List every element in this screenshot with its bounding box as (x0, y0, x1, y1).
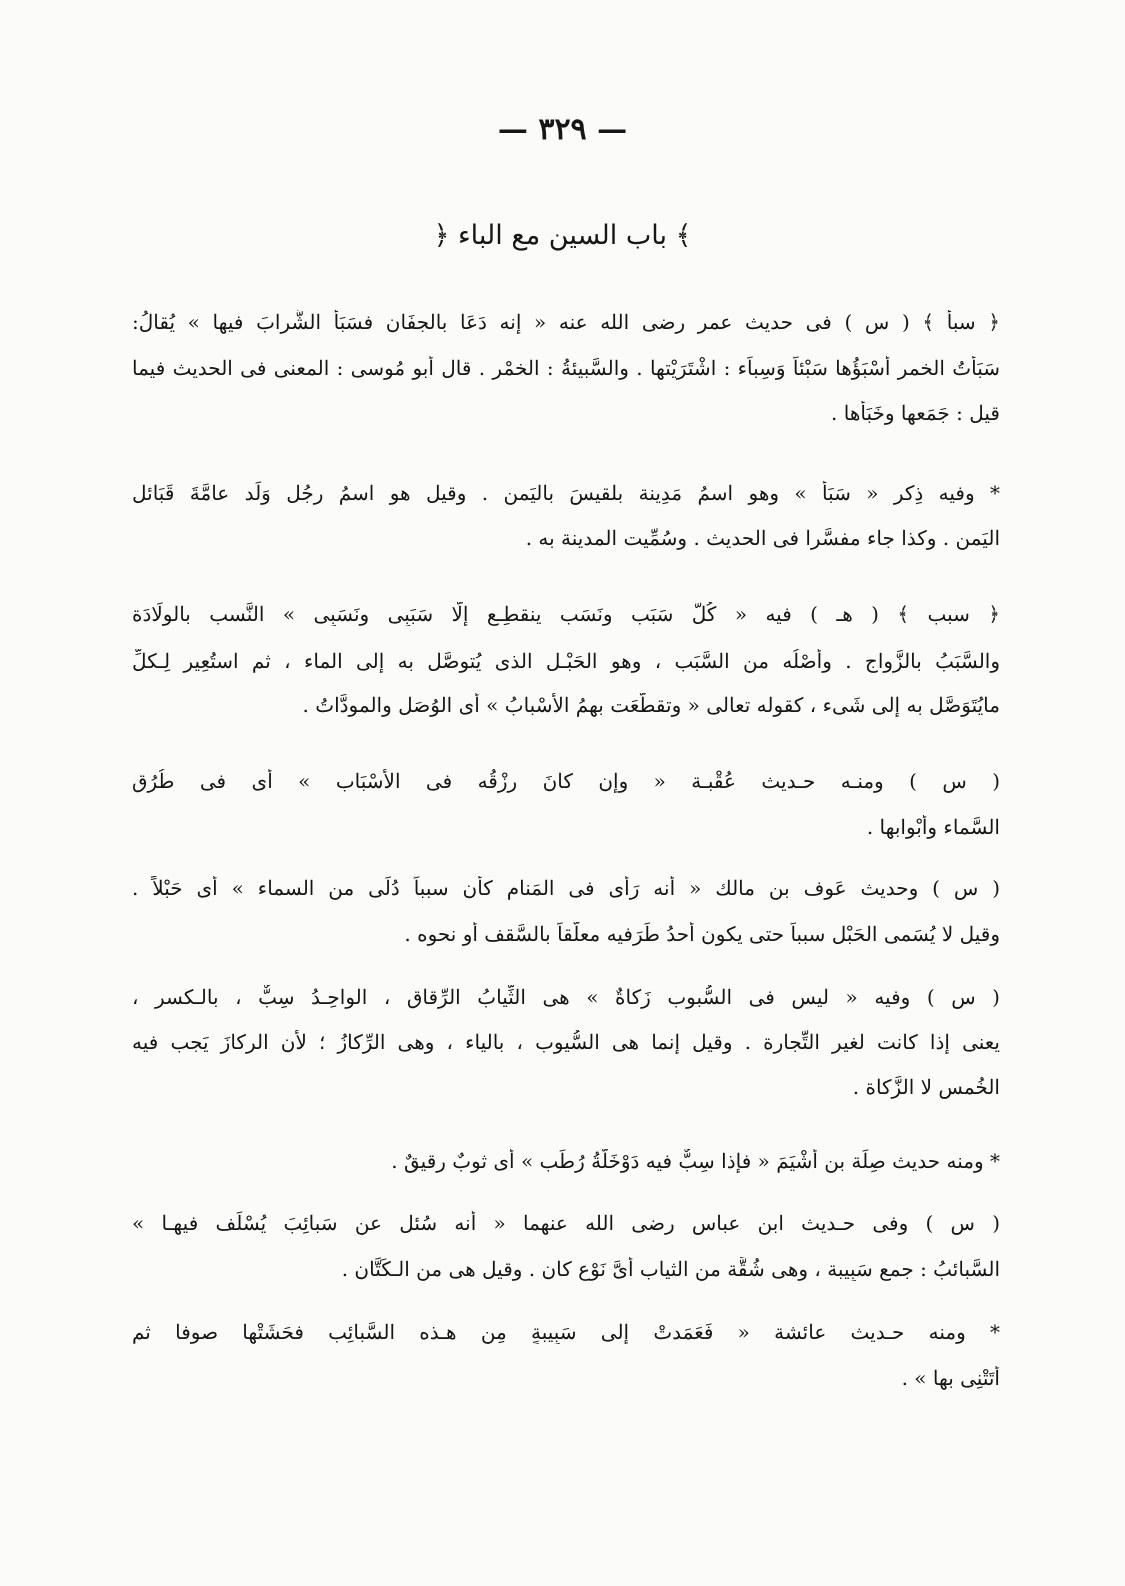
text-line: أتَتْنِى بها » . (901, 1366, 1000, 1390)
text-line: يعنى إذا كانت لغير التِّجارة . وقيل إنما هى السُّيوب ، بالياء ، وهى الرِّكازُ ؛ لأن الرِكازَ يَجب فيه (132, 1030, 1000, 1054)
text-line: * وفيه ذِكر « سَبَأ » وهو اسمُ مَدِينة بلقيسَ باليَمن . وقيل هو اسمُ رجُل وَلَد عامَّةَ قَبَائل (132, 481, 1000, 505)
text-line: والسَّبَبُ بالزَّواج . وأصْلُه من السَّبَب ، وهو الحَبْـل الذى يُتوصَّل به إلى الماء ، ثم استُعِير لِـكلِّ (132, 649, 1000, 673)
page-number: — ٣٢٩ — (497, 112, 628, 147)
text-line: السَّبائبُ : جمع سَبِيبة ، وهى شُقَّة من الثياب أىَّ نَوْع كان . وقيل هى من الـكَتَّانِ . (341, 1257, 1000, 1281)
text-line: ﴿ سبأ ﴾ ( س ) فى حديث عمر رضى الله عنه « إنه دَعَا بالجفَان فسَبَأَ الشَّرابَ فيها » يُقالُ: (132, 310, 1000, 334)
chapter-title: ﴿ باب السين مع الباء ﴾ (433, 220, 692, 251)
text-line: ﴿ سبب ﴾ ( هـ ) فيه « كُلُّ سَبَب ونَسَب ينقطِـع إلَّا سَبَبِى ونَسَبِى » النَّسب بالوِلَادَة (132, 602, 1000, 626)
text-line: اليَمن . وكذا جاء مفسَّرا فى الحديث . وسُمِّيت المدينة به . (525, 526, 1000, 550)
text-line: السَّماء وأبْوابها . (866, 815, 1000, 839)
text-line: سَبَأْتُ الخمر أسْبَؤُها سَبْئاً وَسِباَء : اشْتَرَيْتها . والسَّبيئةُ : الخمْر . قال أبو مُوسى : المعنى فى الحديث فيما (132, 356, 1000, 380)
text-line: ( س ) وفيه « ليس فى السُّبوب زَكاةٌ » هى الثِّيابُ الرِّقاق ، الواحِـدُ سِبٌّ ، بالـكسر ، (132, 985, 1000, 1009)
text-line: مايُتَوَصَّل به إلى شَىء ، كقوله تعالى « وتقطَّعَت بهمُ الأسْبابُ » أى الوُصَل والمودَّاتُ . (302, 693, 1000, 717)
text-line: ( س ) وفى حـديث ابن عباس رضى الله عنهما « أنه سُئل عن سَبائِبَ يُسْلَف فيهـا » (132, 1211, 1000, 1235)
text-line: قيل : جَمَعها وخَبَأها . (831, 401, 1000, 425)
text-line: * ومنه حـديث عائشة « فَعَمَدتْ إلى سَبِيبةٍ مِن هـذه السَّبائِب فحَشَتْها صوفا ثم (132, 1320, 1000, 1344)
text-line: وقيل لا يُسَمى الحَبْل سبباً حتى يكون أحدُ طَرَفيه معلَّقاً بالسَّقف أو نحوه . (404, 922, 1000, 946)
text-line: ( س ) ومنـه حـديث عُقْبـة « وإن كانَ رِزْقُه فى الأسْبَاب » أى فى طُرُق (132, 769, 1000, 793)
text-line: * ومنه حديث صِلَة بن أشْيَمَ « فإذا سِبٌّ فيه دَوْخَلَّةُ رُطَب » أى ثوبٌ رقيقٌ . (391, 1149, 1000, 1173)
text-line: ( س ) وحديث عَوف بن مالك « أنه رَأَى فى المَنام كأن سبباً دُلِّى من السماء » أى حَبْلاً . (132, 876, 1000, 900)
text-line: الخُمس لا الزَّكاة . (852, 1075, 1000, 1099)
